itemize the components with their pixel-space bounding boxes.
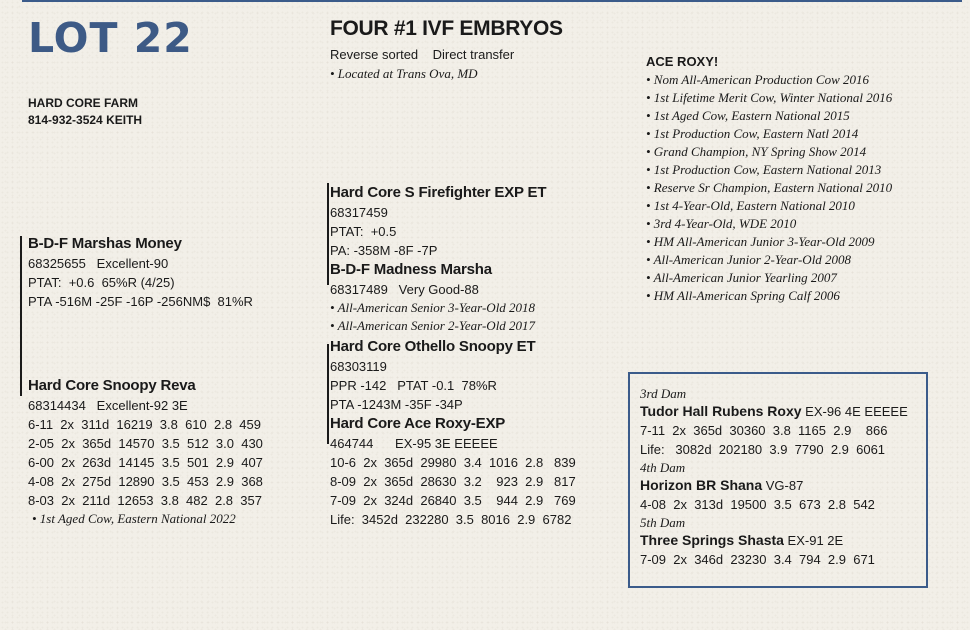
pedigree-bracket-left bbox=[20, 236, 22, 396]
farm-name: HARD CORE FARM bbox=[28, 96, 138, 110]
dam-sire-ppr: PPR -142 PTAT -0.1 78%R bbox=[330, 378, 497, 393]
ace-title: ACE ROXY! bbox=[646, 54, 719, 69]
farm-contact bbox=[28, 95, 142, 129]
pedigree-bracket-sire bbox=[327, 183, 329, 285]
offering-location: • Located at Trans Ova, MD bbox=[330, 66, 478, 81]
third-dam-label: 3rd Dam bbox=[640, 386, 687, 401]
sire-name: B-D-F Marshas Money bbox=[28, 235, 182, 252]
sire-reg: 68325655 Excellent-90 bbox=[28, 256, 169, 271]
pedigree-middle bbox=[330, 183, 576, 529]
fifth-dam-name: Three Springs Shasta bbox=[640, 532, 784, 548]
sire-dam-reg: 68317489 Very Good-88 bbox=[330, 282, 479, 297]
dam-dam-record: 7-09 2x 324d 26840 3.5 944 2.9 769 bbox=[330, 493, 576, 508]
dam-award: • 1st Aged Cow, Eastern National 2022 bbox=[32, 511, 236, 526]
third-dam-score: EX-96 4E EEEEE bbox=[801, 404, 908, 419]
pedigree-bracket-dam bbox=[327, 344, 329, 444]
sire-sire-name: Hard Core S Firefighter EXP ET bbox=[330, 184, 547, 201]
ace-item: • 1st Aged Cow, Eastern National 2015 bbox=[646, 108, 850, 123]
dam-sire-reg: 68303119 bbox=[330, 359, 387, 374]
dam-block bbox=[28, 376, 263, 528]
third-dam-name: Tudor Hall Rubens Roxy bbox=[640, 403, 802, 419]
ace-item: • HM All-American Junior 3-Year-Old 2009 bbox=[646, 234, 875, 249]
ace-item: • 1st Production Cow, Eastern Natl 2014 bbox=[646, 126, 859, 141]
offering-title: FOUR #1 IVF EMBRYOS bbox=[330, 17, 563, 40]
sire-block bbox=[28, 234, 253, 311]
ace-item: • HM All-American Spring Calf 2006 bbox=[646, 288, 840, 303]
fourth-dam-record: 4-08 2x 313d 19500 3.5 673 2.8 542 bbox=[640, 497, 875, 512]
dam-record: 2-05 2x 365d 14570 3.5 512 3.0 430 bbox=[28, 436, 263, 451]
dam-name: Hard Core Snoopy Reva bbox=[28, 377, 196, 394]
fifth-dam-heading bbox=[640, 531, 908, 550]
sire-sire-pa: PA: -358M -8F -7P bbox=[330, 243, 438, 258]
ace-item: • Grand Champion, NY Spring Show 2014 bbox=[646, 144, 867, 159]
fifth-dam-score: EX-91 2E bbox=[783, 533, 844, 548]
dam-dam-record: Life: 3452d 232280 3.5 8016 2.9 6782 bbox=[330, 512, 572, 527]
sire-sire-ptat: PTAT: +0.5 bbox=[330, 224, 397, 239]
sire-pta: PTA -516M -25F -16P -256NM$ 81%R bbox=[28, 294, 253, 309]
dam-dam-name: Hard Core Ace Roxy-EXP bbox=[330, 415, 506, 432]
third-dam-life: Life: 3082d 202180 3.9 7790 2.9 6061 bbox=[640, 442, 886, 457]
dam-sire-pta: PTA -1243M -35F -34P bbox=[330, 397, 463, 412]
ace-item: • 3rd 4-Year-Old, WDE 2010 bbox=[646, 216, 797, 231]
ace-item: • All-American Junior 2-Year-Old 2008 bbox=[646, 252, 852, 267]
third-dam-heading bbox=[640, 402, 908, 421]
ace-item: • Reserve Sr Champion, Eastern National 2010 bbox=[646, 180, 893, 195]
sire-dam-award: • All-American Senior 2-Year-Old 2017 bbox=[330, 318, 536, 333]
fourth-dam-label: 4th Dam bbox=[640, 460, 686, 475]
ace-item: • 1st Production Cow, Eastern National 2013 bbox=[646, 162, 882, 177]
maternal-line-box bbox=[628, 372, 928, 588]
dam-record: 4-08 2x 275d 12890 3.5 453 2.9 368 bbox=[28, 474, 263, 489]
third-dam-record: 7-11 2x 365d 30360 3.8 1165 2.9 866 bbox=[640, 423, 888, 438]
dam-record: 6-11 2x 311d 16219 3.8 610 2.8 459 bbox=[28, 417, 261, 432]
fourth-dam-name: Horizon BR Shana bbox=[640, 477, 763, 493]
maternal-line bbox=[640, 385, 908, 569]
dam-reg: 68314434 Excellent-92 3E bbox=[28, 398, 188, 413]
offering-details bbox=[330, 45, 514, 83]
fourth-dam-score: VG-87 bbox=[762, 478, 804, 493]
fifth-dam-record: 7-09 2x 346d 23230 3.4 794 2.9 671 bbox=[640, 552, 875, 567]
dam-record: 8-03 2x 211d 12653 3.8 482 2.8 357 bbox=[28, 493, 262, 508]
sire-dam-award: • All-American Senior 3-Year-Old 2018 bbox=[330, 300, 536, 315]
ace-item: • All-American Junior Yearling 2007 bbox=[646, 270, 837, 285]
sire-dam-name: B-D-F Madness Marsha bbox=[330, 261, 492, 278]
ace-roxy-list bbox=[646, 54, 892, 305]
offering-line: Reverse sorted Direct transfer bbox=[330, 47, 515, 62]
top-rule bbox=[22, 0, 962, 2]
dam-record: 6-00 2x 263d 14145 3.5 501 2.9 407 bbox=[28, 455, 263, 470]
fifth-dam-label: 5th Dam bbox=[640, 515, 686, 530]
dam-dam-reg: 464744 EX-95 3E EEEEE bbox=[330, 436, 498, 451]
ace-item: • 1st 4-Year-Old, Eastern National 2010 bbox=[646, 198, 855, 213]
fourth-dam-heading bbox=[640, 476, 908, 495]
dam-sire-name: Hard Core Othello Snoopy ET bbox=[330, 338, 536, 355]
farm-phone: 814-932-3524 KEITH bbox=[28, 113, 143, 127]
ace-item: • Nom All-American Production Cow 2016 bbox=[646, 72, 870, 87]
sire-ptat: PTAT: +0.6 65%R (4/25) bbox=[28, 275, 175, 290]
ace-item: • 1st Lifetime Merit Cow, Winter National 2016 bbox=[646, 90, 893, 105]
sire-sire-reg: 68317459 bbox=[330, 205, 388, 220]
dam-dam-record: 10-6 2x 365d 29980 3.4 1016 2.8 839 bbox=[330, 455, 576, 470]
dam-dam-record: 8-09 2x 365d 28630 3.2 923 2.9 817 bbox=[330, 474, 576, 489]
lot-number: LOT 22 bbox=[28, 14, 193, 62]
